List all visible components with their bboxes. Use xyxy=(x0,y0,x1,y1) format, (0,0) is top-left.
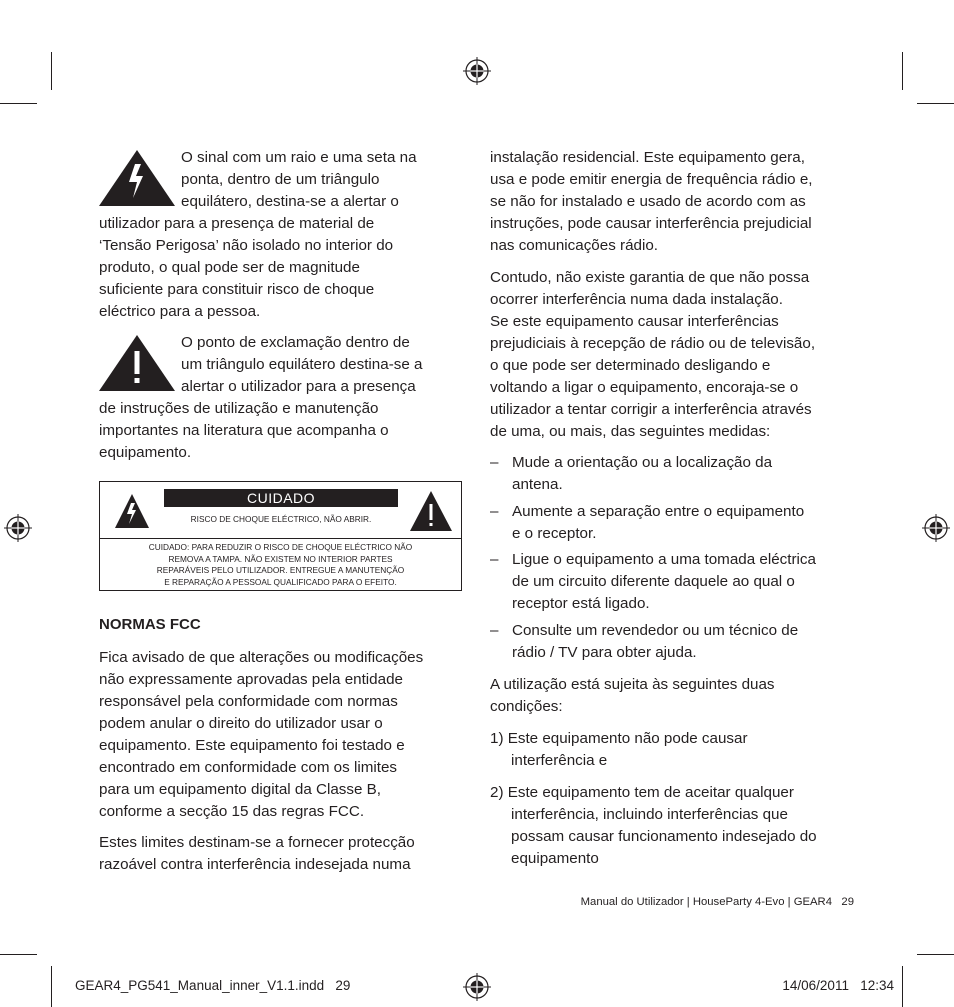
crop-mark xyxy=(0,103,37,104)
text-line: O ponto de exclamação dentro de xyxy=(181,334,410,351)
text-line: ocorrer interferência numa dada instalação. xyxy=(490,291,783,308)
paragraph-exclamation-warning xyxy=(99,332,469,464)
list-item xyxy=(490,782,860,870)
text-line: o que pode ser determinado desligando e xyxy=(490,357,771,374)
text-line: de uma, ou mais, das seguintes medidas: xyxy=(490,423,771,440)
text-line: razoável contra interferência indesejada numa xyxy=(99,856,411,873)
caution-line: REMOVA A TAMPA. NÃO EXISTEM NO INTERIOR PARTES xyxy=(168,553,393,564)
text-line: equipamento. xyxy=(99,444,192,461)
text-line: prejudiciais à recepção de rádio ou de televisão, xyxy=(490,335,816,352)
text-line: Estes limites destinam-se a fornecer protecção xyxy=(99,834,415,851)
text-line: instalação residencial. Este equipamento gera, xyxy=(490,149,805,166)
text-line: condições: xyxy=(490,698,563,715)
text-line: responsável pela conformidade com normas xyxy=(99,693,398,710)
running-footer xyxy=(581,894,854,910)
caution-top-section xyxy=(100,482,461,539)
registration-mark-icon xyxy=(3,513,33,543)
crop-mark xyxy=(902,52,903,90)
text-line: usa e pode emitir energia de frequência rádio e, xyxy=(490,171,813,188)
crop-mark xyxy=(917,103,954,104)
fcc-heading: NORMAS FCC xyxy=(99,616,201,633)
text-line: utilizador a tentar corrigir a interferência através xyxy=(490,401,812,418)
text-line: 1) Este equipamento não pode causar xyxy=(490,730,748,747)
text-line: se não for instalado e usado de acordo com as xyxy=(490,193,806,210)
footer-title: Manual do Utilizador | HouseParty 4-Evo | GEAR4 xyxy=(580,896,832,908)
text-line: equipamento xyxy=(511,850,599,867)
page-number: 29 xyxy=(841,896,854,908)
paragraph-fcc-1 xyxy=(99,647,469,823)
text-line: Fica avisado de que alterações ou modificações xyxy=(99,649,424,666)
paragraph-right-2 xyxy=(490,267,865,443)
registration-mark-icon xyxy=(462,56,492,86)
paragraph-right-1 xyxy=(490,147,865,257)
text-line: equipamento. Este equipamento foi testado e xyxy=(99,737,405,754)
caution-title: CUIDADO xyxy=(164,489,398,507)
paragraph-fcc-2 xyxy=(99,832,469,876)
text-line: Consulte um revendedor ou um técnico de xyxy=(512,622,799,639)
crop-mark xyxy=(51,52,52,90)
crop-mark xyxy=(0,954,37,955)
lightning-warning-icon xyxy=(114,493,150,529)
text-line: receptor está ligado. xyxy=(512,595,650,612)
exclamation-warning-icon xyxy=(409,490,453,532)
caution-line: CUIDADO: PARA REDUZIR O RISCO DE CHOQUE ELÉCTRICO NÃO xyxy=(148,542,413,552)
text-line: A utilização está sujeita às seguintes duas xyxy=(490,676,775,693)
text-line: ‘Tensão Perigosa’ não isolado no interior do xyxy=(99,237,394,254)
caution-line: REPARÁVEIS PELO UTILIZADOR. ENTREGUE A MANUTENÇÃO xyxy=(156,565,405,575)
dash-bullet: – xyxy=(490,622,499,639)
slug-filename: GEAR4_PG541_Manual_inner_V1.1.indd 29 xyxy=(75,978,351,993)
text-line: O sinal com um raio e uma seta na xyxy=(181,149,417,166)
slug-datetime: 14/06/2011 12:34 xyxy=(782,978,894,993)
text-line: e o receptor. xyxy=(512,525,597,542)
caution-body xyxy=(108,542,453,588)
crop-mark xyxy=(902,966,903,1007)
caution-label-box xyxy=(99,481,462,591)
text-line: Ligue o equipamento a uma tomada eléctrica xyxy=(512,551,816,568)
paragraph-conditions-intro xyxy=(490,674,865,718)
list-item xyxy=(490,728,860,772)
text-line: um triângulo equilátero destina-se a xyxy=(181,356,423,373)
text-line: nas comunicações rádio. xyxy=(490,237,658,254)
text-line: suficiente para constituir risco de choque xyxy=(99,281,375,298)
registration-mark-icon xyxy=(462,972,492,1002)
text-line: Contudo, não existe garantia de que não possa xyxy=(490,269,810,286)
text-line: de um circuito diferente daquele ao qual o xyxy=(512,573,795,590)
text-line: interferência, incluindo interferências que xyxy=(511,806,788,823)
text-line: Aumente a separação entre o equipamento xyxy=(512,503,805,520)
text-line: rádio / TV para obter ajuda. xyxy=(512,644,697,661)
caution-line: E REPARAÇÃO A PESSOAL QUALIFICADO PARA O EFEITO. xyxy=(164,576,397,587)
dash-bullet: – xyxy=(490,454,499,471)
text-line: possam causar funcionamento indesejado do xyxy=(511,828,817,845)
dash-bullet: – xyxy=(490,503,499,520)
text-line: alertar o utilizador para a presença xyxy=(181,378,416,395)
text-line: podem anular o direito do utilizador usar o xyxy=(99,715,383,732)
text-line: encontrado em conformidade com os limites xyxy=(99,759,397,776)
text-line: instruções, pode causar interferência prejudicial xyxy=(490,215,812,232)
paragraph-lightning-warning xyxy=(99,147,469,323)
text-line: para um equipamento digital da Classe B, xyxy=(99,781,381,798)
text-line: conforme a secção 15 das regras FCC. xyxy=(99,803,365,820)
registration-mark-icon xyxy=(921,513,951,543)
text-line: equilátero, destina-se a alertar o xyxy=(181,193,399,210)
text-line: utilizador para a presença de material de xyxy=(99,215,375,232)
text-line: produto, o qual pode ser de magnitude xyxy=(99,259,360,276)
crop-mark xyxy=(917,954,954,955)
text-line: antena. xyxy=(512,476,563,493)
text-line: interferência e xyxy=(511,752,608,769)
text-line: não expressamente aprovadas pela entidade xyxy=(99,671,403,688)
text-line: de instruções de utilização e manutenção xyxy=(99,400,379,417)
dash-bullet: – xyxy=(490,551,499,568)
caution-subtitle: RISCO DE CHOQUE ELÉCTRICO, NÃO ABRIR. xyxy=(190,514,372,524)
text-line: ponta, dentro de um triângulo xyxy=(181,171,380,188)
text-line: eléctrico para a pessoa. xyxy=(99,303,261,320)
crop-mark xyxy=(51,966,52,1007)
text-line: voltando a ligar o equipamento, encoraja-se o xyxy=(490,379,799,396)
text-line: Mude a orientação ou a localização da xyxy=(512,454,773,471)
text-line: importantes na literatura que acompanha o xyxy=(99,422,389,439)
text-line: 2) Este equipamento tem de aceitar qualquer xyxy=(490,784,794,801)
text-line: Se este equipamento causar interferências xyxy=(490,313,779,330)
